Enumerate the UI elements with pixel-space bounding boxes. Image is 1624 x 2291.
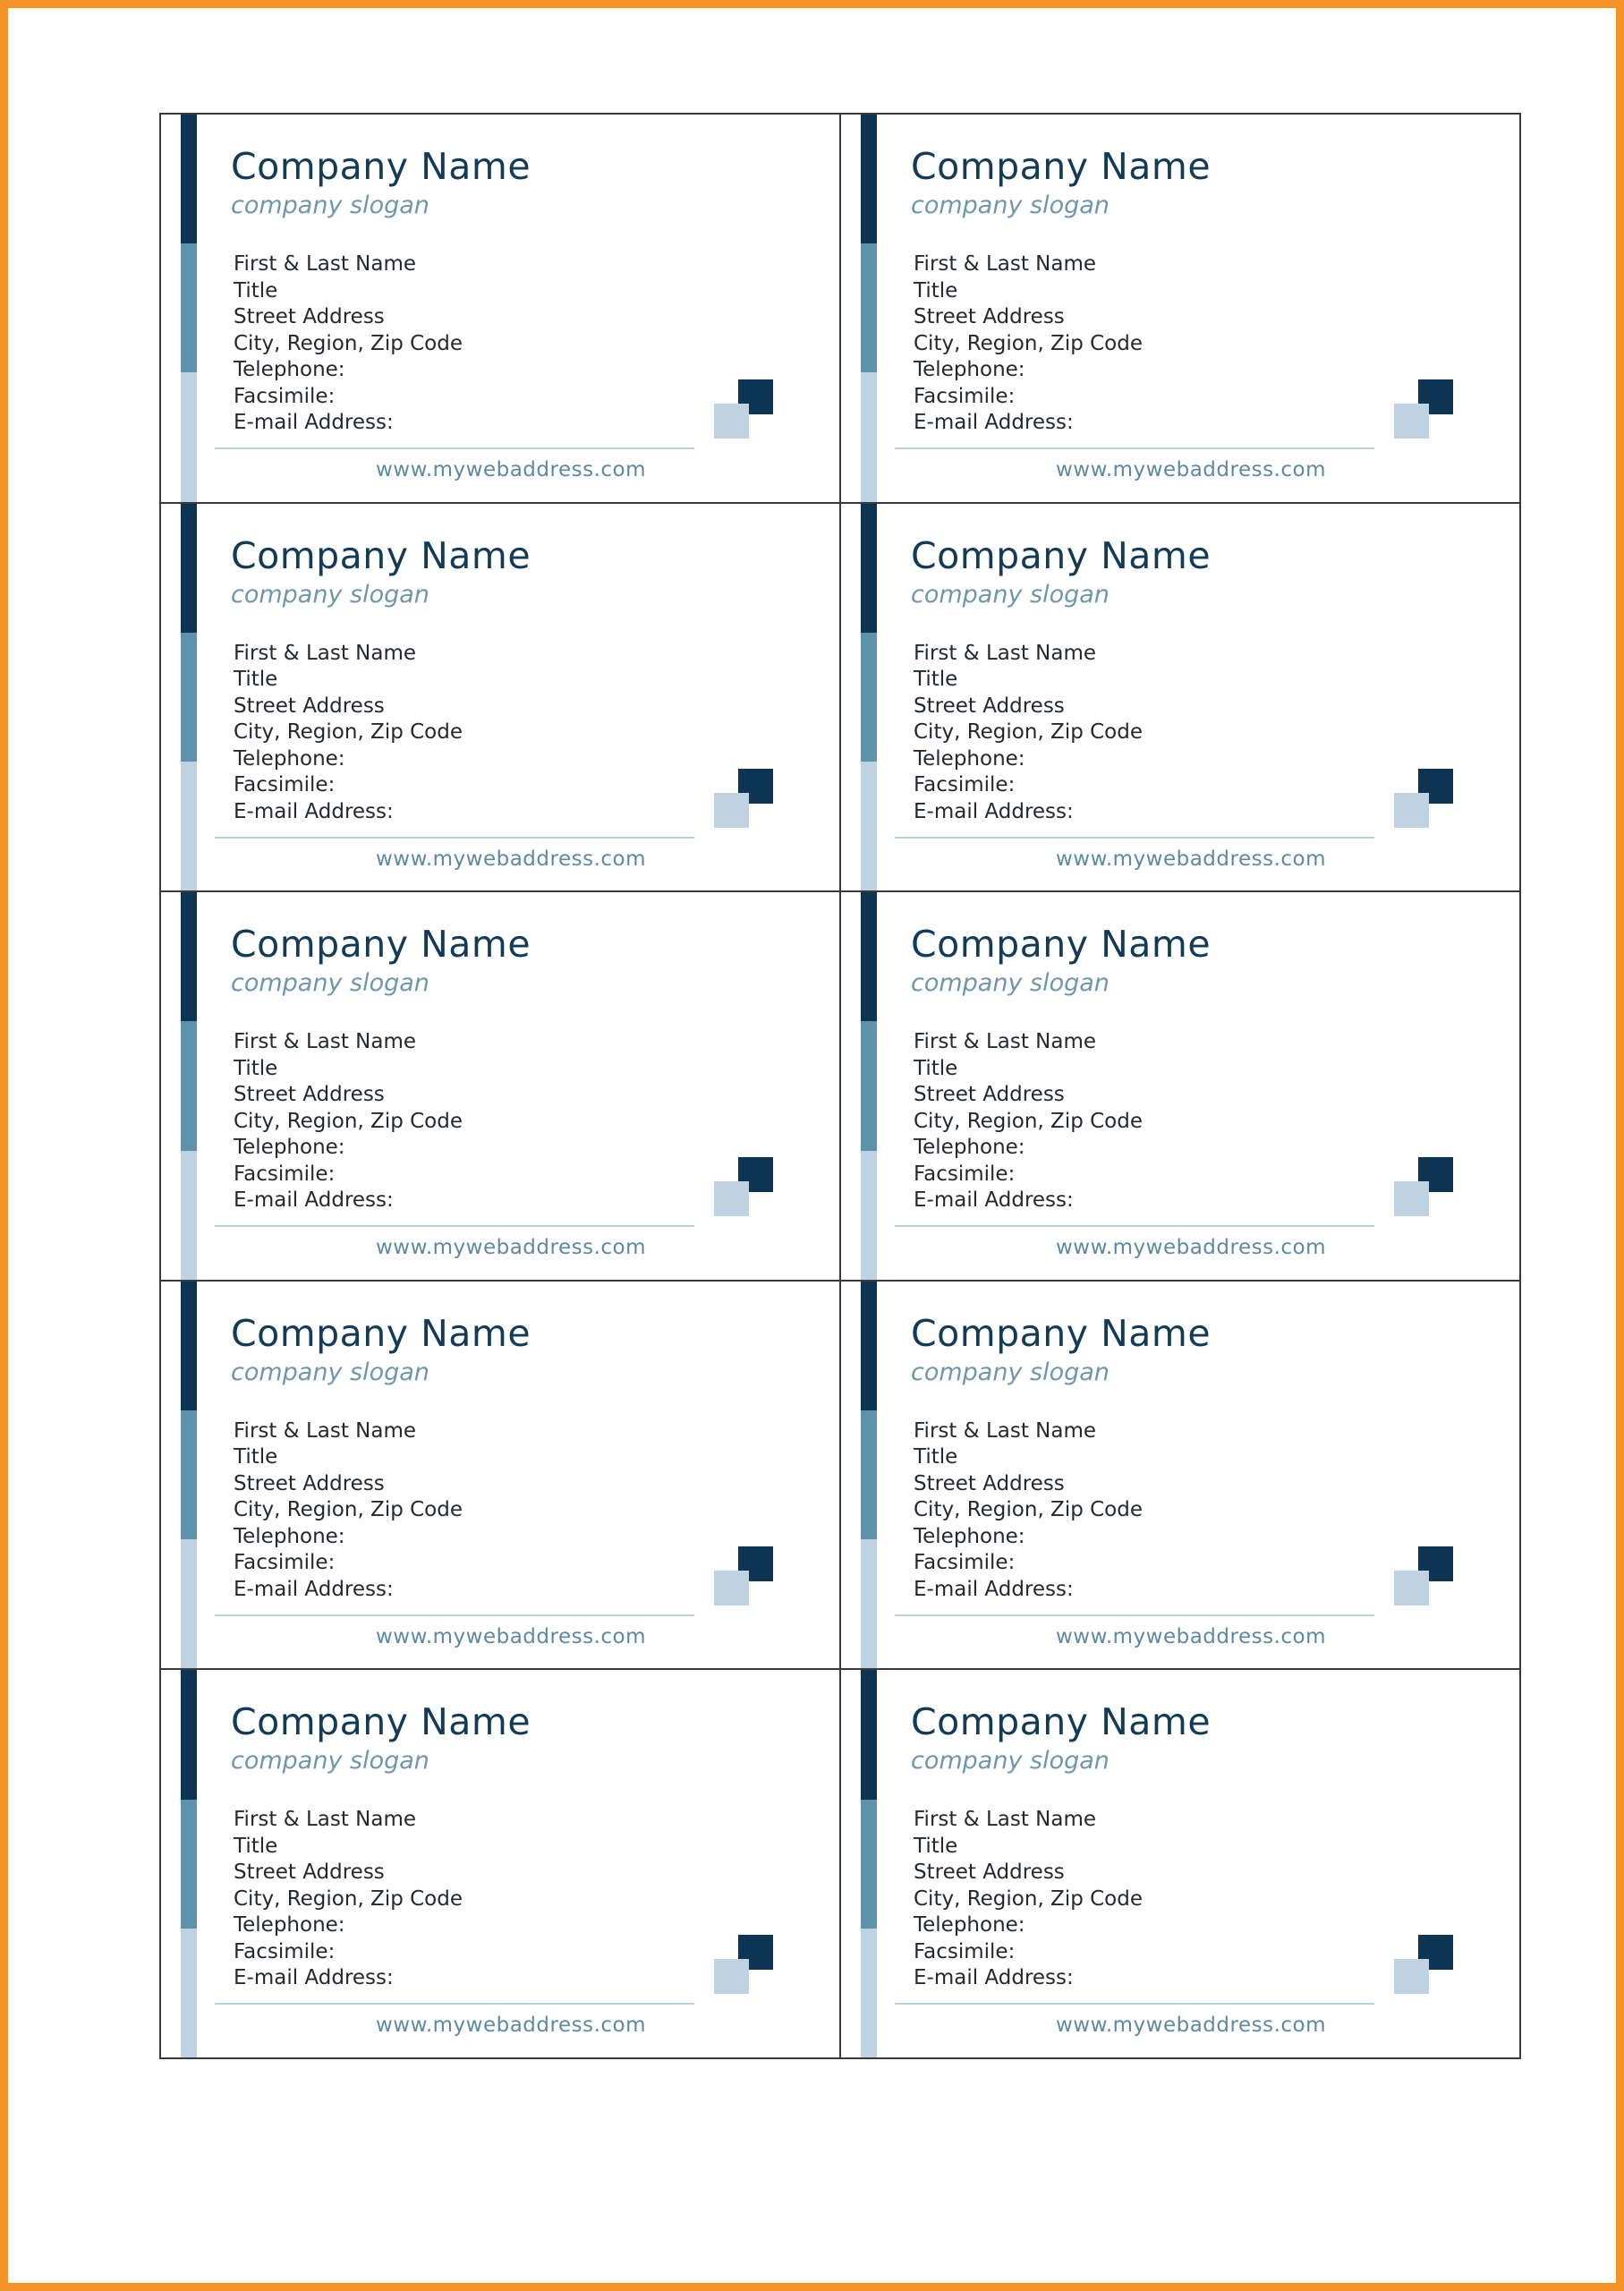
company-name: Company Name bbox=[911, 1700, 1212, 1744]
company-slogan: company slogan bbox=[231, 580, 429, 609]
accent-bar-dark bbox=[181, 504, 197, 633]
accent-bar-light bbox=[861, 762, 877, 890]
divider bbox=[215, 837, 694, 839]
web-address: www.mywebaddress.com bbox=[1056, 458, 1327, 481]
contact-line: Title bbox=[234, 278, 278, 302]
company-name: Company Name bbox=[911, 145, 1212, 188]
contact-line: City, Region, Zip Code bbox=[234, 720, 463, 745]
web-address: www.mywebaddress.com bbox=[1056, 847, 1327, 871]
contact-line: Title bbox=[914, 1445, 958, 1469]
divider bbox=[215, 1225, 694, 1227]
accent-bar bbox=[181, 892, 197, 1280]
accent-bar-mid bbox=[181, 243, 197, 372]
accent-bar-dark bbox=[181, 1282, 197, 1410]
company-slogan: company slogan bbox=[911, 192, 1110, 219]
contact-line: E-mail Address: bbox=[914, 1188, 1074, 1213]
divider bbox=[215, 447, 694, 449]
contact-line: E-mail Address: bbox=[914, 411, 1074, 434]
business-card bbox=[159, 1668, 841, 2059]
contact-line: Street Address bbox=[914, 305, 1065, 328]
accent-bar-light bbox=[861, 372, 877, 501]
accent-bar bbox=[181, 1670, 197, 2057]
contact-line: First & Last Name bbox=[234, 1808, 417, 1832]
accent-bar-light bbox=[861, 1929, 877, 2057]
contact-details bbox=[914, 641, 1143, 826]
contact-line: Street Address bbox=[914, 694, 1065, 718]
contact-line: Facsimile: bbox=[914, 1939, 1016, 1963]
business-card bbox=[839, 890, 1521, 1282]
accent-bar-mid bbox=[181, 633, 197, 762]
contact-line: Facsimile: bbox=[234, 1551, 336, 1575]
business-card bbox=[159, 113, 841, 504]
accent-bar-dark bbox=[861, 115, 877, 243]
contact-line: Title bbox=[234, 1056, 278, 1080]
logo-square-light bbox=[1394, 404, 1429, 439]
business-card bbox=[839, 1668, 1521, 2059]
logo-square-light bbox=[714, 1571, 749, 1605]
accent-bar-light bbox=[181, 1151, 197, 1280]
contact-details bbox=[914, 251, 1143, 437]
logo-square-light bbox=[714, 404, 749, 439]
contact-line: Facsimile: bbox=[234, 1939, 336, 1963]
contact-line: City, Region, Zip Code bbox=[914, 1498, 1143, 1522]
contact-line: First & Last Name bbox=[234, 1030, 417, 1054]
company-slogan: company slogan bbox=[231, 1747, 429, 1776]
divider bbox=[895, 837, 1374, 839]
company-slogan: company slogan bbox=[231, 192, 429, 219]
company-slogan: company slogan bbox=[911, 580, 1110, 609]
accent-bar bbox=[861, 892, 877, 1280]
contact-line: Street Address bbox=[914, 1471, 1065, 1495]
accent-bar-dark bbox=[861, 892, 877, 1021]
business-card bbox=[159, 502, 841, 893]
contact-line: First & Last Name bbox=[914, 1808, 1097, 1832]
accent-bar-light bbox=[181, 1929, 197, 2057]
contact-line: Facsimile: bbox=[914, 773, 1016, 797]
logo-square-light bbox=[1394, 1571, 1429, 1605]
accent-bar-dark bbox=[181, 892, 197, 1021]
web-address: www.mywebaddress.com bbox=[1056, 2014, 1327, 2038]
divider bbox=[215, 1614, 694, 1616]
accent-bar-light bbox=[861, 1539, 877, 1668]
accent-bar-light bbox=[181, 372, 197, 501]
company-slogan: company slogan bbox=[911, 1747, 1110, 1776]
contact-line: Facsimile: bbox=[914, 1162, 1016, 1186]
web-address: www.mywebaddress.com bbox=[376, 1624, 647, 1648]
contact-details bbox=[234, 1418, 463, 1604]
divider bbox=[895, 1614, 1374, 1616]
contact-details bbox=[234, 1807, 463, 1992]
contact-line: City, Region, Zip Code bbox=[234, 1109, 463, 1133]
contact-line: First & Last Name bbox=[914, 1030, 1097, 1054]
business-card-sheet bbox=[160, 114, 1520, 2058]
contact-line: Telephone: bbox=[234, 1524, 345, 1548]
logo-square-light bbox=[1394, 793, 1429, 828]
business-card bbox=[839, 113, 1521, 504]
contact-line: Title bbox=[234, 1445, 278, 1469]
web-address: www.mywebaddress.com bbox=[1056, 1624, 1327, 1648]
web-address: www.mywebaddress.com bbox=[376, 2014, 647, 2038]
accent-bar-dark bbox=[861, 1282, 877, 1410]
accent-bar-dark bbox=[181, 115, 197, 243]
contact-line: Title bbox=[914, 668, 958, 692]
company-name: Company Name bbox=[911, 533, 1212, 577]
contact-line: City, Region, Zip Code bbox=[914, 720, 1143, 745]
company-name: Company Name bbox=[231, 923, 531, 967]
logo-square-light bbox=[714, 1181, 749, 1216]
business-card bbox=[159, 1280, 841, 1671]
accent-bar bbox=[181, 504, 197, 891]
contact-line: Telephone: bbox=[234, 1136, 345, 1160]
logo-square-light bbox=[714, 793, 749, 828]
accent-bar bbox=[181, 115, 197, 502]
web-address: www.mywebaddress.com bbox=[1056, 1236, 1327, 1260]
contact-line: First & Last Name bbox=[234, 252, 417, 276]
accent-bar-mid bbox=[181, 1410, 197, 1539]
contact-line: City, Region, Zip Code bbox=[914, 1886, 1143, 1911]
company-name: Company Name bbox=[231, 145, 531, 188]
contact-line: Telephone: bbox=[234, 358, 345, 381]
contact-line: E-mail Address: bbox=[914, 1577, 1074, 1601]
logo-square-light bbox=[714, 1959, 749, 1994]
contact-line: E-mail Address: bbox=[914, 1966, 1074, 1990]
business-card bbox=[159, 890, 841, 1282]
contact-line: City, Region, Zip Code bbox=[234, 331, 463, 355]
contact-line: First & Last Name bbox=[914, 252, 1097, 276]
accent-bar-light bbox=[181, 1539, 197, 1668]
divider bbox=[215, 2003, 694, 2005]
accent-bar-light bbox=[181, 762, 197, 890]
contact-line: First & Last Name bbox=[914, 1418, 1097, 1443]
contact-line: Street Address bbox=[234, 694, 385, 718]
contact-line: Facsimile: bbox=[914, 384, 1016, 408]
contact-line: Title bbox=[914, 1056, 958, 1080]
accent-bar-dark bbox=[861, 504, 877, 633]
contact-line: Title bbox=[914, 278, 958, 302]
company-slogan: company slogan bbox=[231, 969, 429, 998]
contact-line: Telephone: bbox=[234, 746, 345, 771]
web-address: www.mywebaddress.com bbox=[376, 1236, 647, 1260]
company-name: Company Name bbox=[231, 1700, 531, 1744]
contact-line: E-mail Address: bbox=[234, 1188, 394, 1213]
accent-bar-light bbox=[861, 1151, 877, 1280]
contact-line: Facsimile: bbox=[234, 773, 336, 797]
accent-bar bbox=[861, 115, 877, 502]
company-name: Company Name bbox=[911, 923, 1212, 967]
contact-line: Street Address bbox=[234, 1861, 385, 1885]
accent-bar-dark bbox=[181, 1670, 197, 1799]
contact-line: Street Address bbox=[234, 305, 385, 328]
contact-line: Title bbox=[234, 1834, 278, 1858]
accent-bar bbox=[861, 504, 877, 891]
contact-line: Title bbox=[234, 668, 278, 692]
business-card bbox=[839, 1280, 1521, 1671]
contact-line: Facsimile: bbox=[914, 1551, 1016, 1575]
contact-details bbox=[234, 641, 463, 826]
accent-bar-mid bbox=[861, 633, 877, 762]
accent-bar-mid bbox=[861, 1021, 877, 1150]
contact-line: Telephone: bbox=[914, 746, 1025, 771]
contact-line: Telephone: bbox=[234, 1913, 345, 1938]
contact-line: First & Last Name bbox=[914, 641, 1097, 665]
contact-line: E-mail Address: bbox=[234, 1577, 394, 1601]
contact-line: City, Region, Zip Code bbox=[234, 1886, 463, 1911]
contact-line: Telephone: bbox=[914, 1913, 1025, 1938]
contact-line: Street Address bbox=[914, 1861, 1065, 1885]
accent-bar-mid bbox=[181, 1800, 197, 1929]
accent-bar bbox=[181, 1282, 197, 1669]
contact-line: E-mail Address: bbox=[234, 799, 394, 823]
web-address: www.mywebaddress.com bbox=[376, 458, 647, 481]
contact-line: First & Last Name bbox=[234, 641, 417, 665]
contact-line: Street Address bbox=[234, 1471, 385, 1495]
company-name: Company Name bbox=[231, 1311, 531, 1355]
contact-line: Telephone: bbox=[914, 1136, 1025, 1160]
contact-line: E-mail Address: bbox=[234, 1966, 394, 1990]
logo-square-light bbox=[1394, 1181, 1429, 1216]
contact-details bbox=[234, 251, 463, 437]
accent-bar bbox=[861, 1670, 877, 2057]
accent-bar bbox=[861, 1282, 877, 1669]
contact-line: Facsimile: bbox=[234, 1162, 336, 1186]
company-name: Company Name bbox=[911, 1311, 1212, 1355]
contact-details bbox=[914, 1807, 1143, 1992]
contact-line: City, Region, Zip Code bbox=[914, 331, 1143, 355]
contact-line: City, Region, Zip Code bbox=[234, 1498, 463, 1522]
accent-bar-mid bbox=[181, 1021, 197, 1150]
company-slogan: company slogan bbox=[911, 1358, 1110, 1386]
divider bbox=[895, 447, 1374, 449]
contact-line: First & Last Name bbox=[234, 1418, 417, 1443]
contact-line: Street Address bbox=[234, 1083, 385, 1107]
company-slogan: company slogan bbox=[231, 1358, 429, 1386]
contact-details bbox=[914, 1418, 1143, 1604]
company-name: Company Name bbox=[231, 533, 531, 577]
business-card bbox=[839, 502, 1521, 893]
logo-square-light bbox=[1394, 1959, 1429, 1994]
contact-line: City, Region, Zip Code bbox=[914, 1109, 1143, 1133]
contact-details bbox=[914, 1029, 1143, 1214]
web-address: www.mywebaddress.com bbox=[376, 847, 647, 871]
contact-line: Telephone: bbox=[914, 358, 1025, 381]
accent-bar-mid bbox=[861, 1800, 877, 1929]
contact-line: E-mail Address: bbox=[234, 411, 394, 434]
accent-bar-mid bbox=[861, 1410, 877, 1539]
contact-line: Title bbox=[914, 1834, 958, 1858]
accent-bar-mid bbox=[861, 243, 877, 372]
contact-line: E-mail Address: bbox=[914, 799, 1074, 823]
contact-line: Street Address bbox=[914, 1083, 1065, 1107]
divider bbox=[895, 1225, 1374, 1227]
contact-details bbox=[234, 1029, 463, 1214]
contact-line: Telephone: bbox=[914, 1524, 1025, 1548]
divider bbox=[895, 2003, 1374, 2005]
company-slogan: company slogan bbox=[911, 969, 1110, 998]
contact-line: Facsimile: bbox=[234, 384, 336, 408]
accent-bar-dark bbox=[861, 1670, 877, 1799]
